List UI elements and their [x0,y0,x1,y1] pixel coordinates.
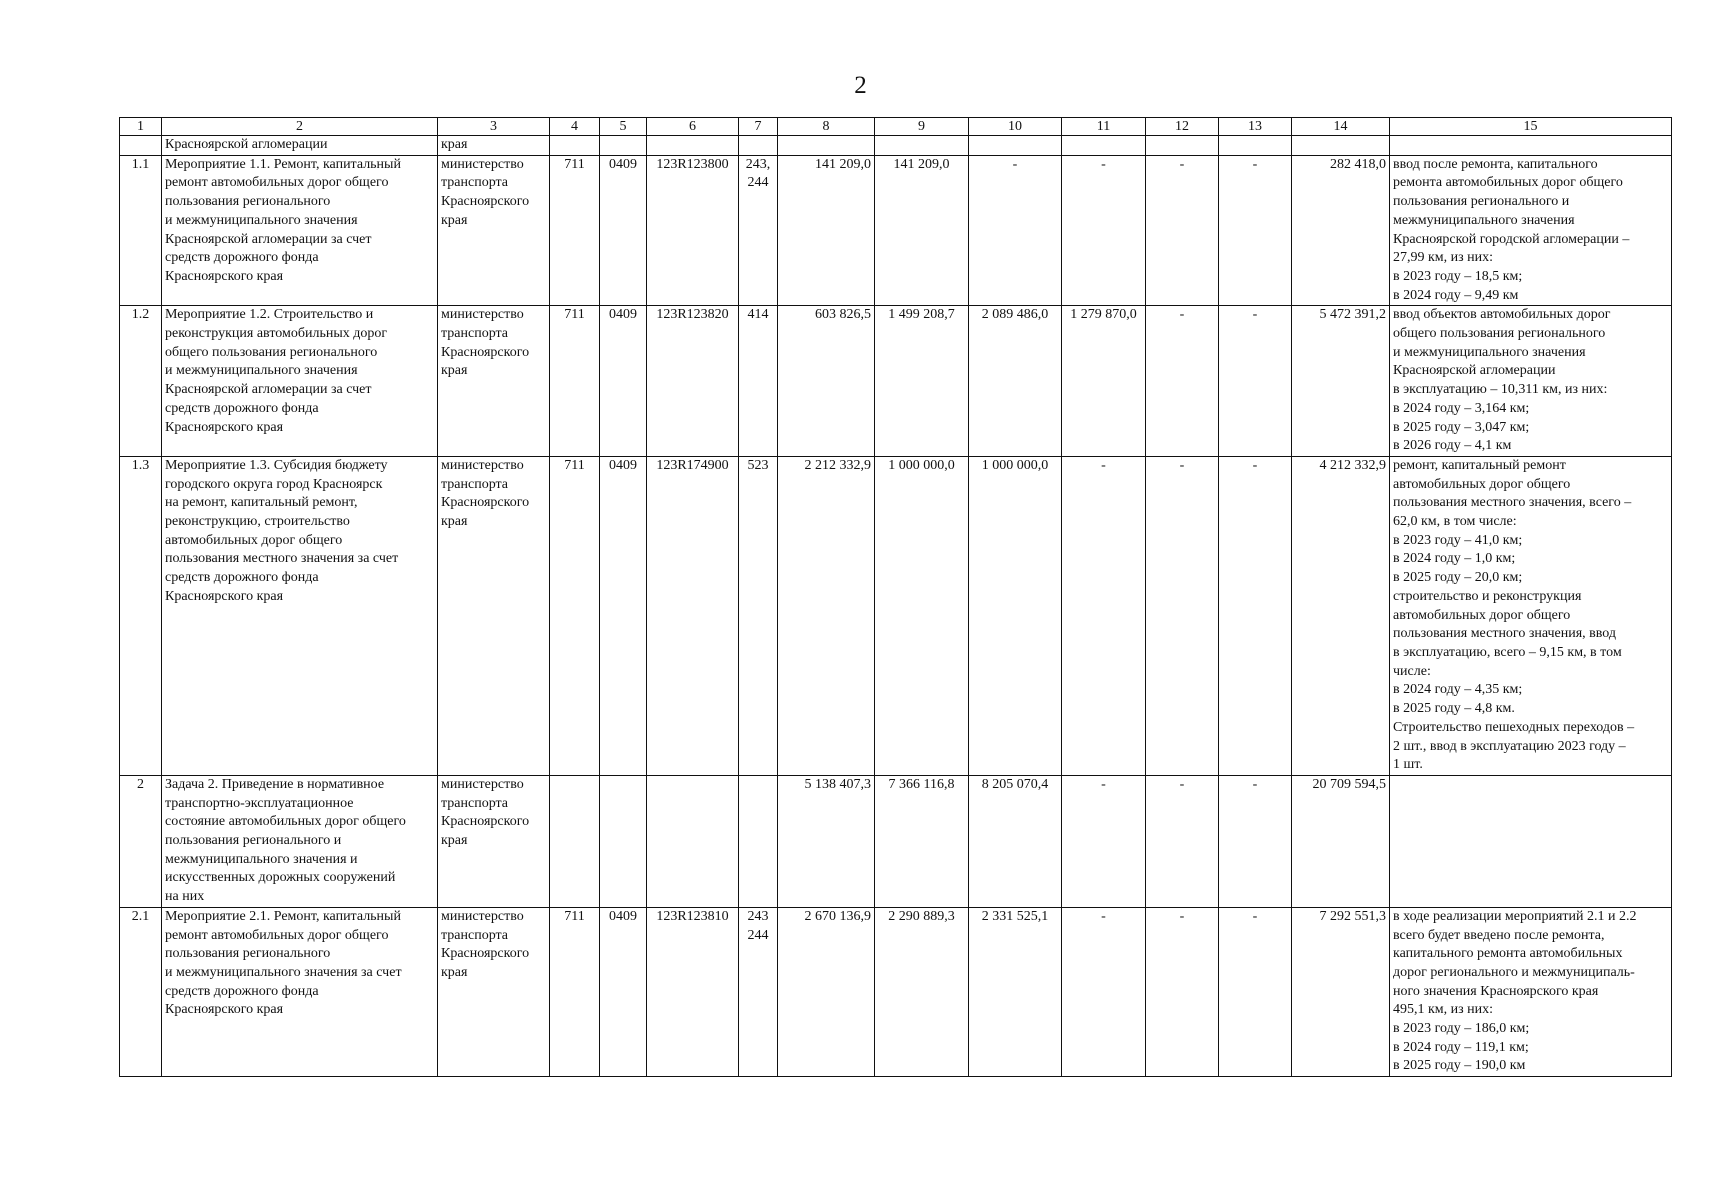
target-article-code [647,136,739,156]
grbs-code: 711 [550,306,600,457]
funding-col-13: - [1219,456,1292,775]
item-number: 1.1 [120,155,162,306]
grbs-code [550,136,600,156]
item-number: 2.1 [120,907,162,1076]
responsible-agency: министерство транспорта Красноярского края [438,775,550,907]
funding-col-12: - [1146,907,1219,1076]
item-name: Мероприятие 1.1. Ремонт, капитальный ремонт автомобильных дорог общего пользования регионального и межмуниципального значения Красноярской агломерации за счет средств дорожного фонда Красноярского края [162,155,438,306]
funding-2026: 1 279 870,0 [1062,306,1146,457]
funding-2024: 1 499 208,7 [875,306,969,457]
funding-2023 [778,136,875,156]
funding-col-13: - [1219,306,1292,457]
responsible-agency: министерство транспорта Красноярского края [438,155,550,306]
funding-2023: 2 212 332,9 [778,456,875,775]
page-number: 2 [854,72,867,99]
funding-col-12: - [1146,155,1219,306]
table-row [120,136,1672,156]
funding-2026: - [1062,907,1146,1076]
funding-total: 282 418,0 [1292,155,1390,306]
column-number: 15 [1390,118,1672,136]
funding-col-13: - [1219,775,1292,907]
column-number-row [120,118,1672,136]
funding-2023: 5 138 407,3 [778,775,875,907]
target-article-code: 123R123800 [647,155,739,306]
funding-total: 7 292 551,3 [1292,907,1390,1076]
column-number: 1 [120,118,162,136]
column-number: 9 [875,118,969,136]
funding-2025: 2 089 486,0 [969,306,1062,457]
funding-col-12: - [1146,306,1219,457]
funding-2025 [969,136,1062,156]
column-number: 14 [1292,118,1390,136]
column-number: 5 [600,118,647,136]
funding-col-12: - [1146,456,1219,775]
expense-type-code: 523 [739,456,778,775]
expected-result: ремонт, капитальный ремонт автомобильных дорог общего пользования местного значения, всего – 62,0 км, в том числе: в 2023 году – 41,0 км; в 2024 году – 1,0 км; в 2025 году – 20,0 км; строительство и реконструкция автомобильных дорог общего пользования местного значения, ввод в эксплуатацию, всего – 9,15 км, в том числе: в 2024 году – 4,35 км; в 2025 году – 4,8 км. Строительство пешеходных переходов – 2 шт., ввод в эксплуатацию 2023 году – 1 шт. [1390,456,1672,775]
funding-2024: 7 366 116,8 [875,775,969,907]
funding-total: 20 709 594,5 [1292,775,1390,907]
expected-result: в ходе реализации мероприятий 2.1 и 2.2 всего будет введено после ремонта, капитального ремонта автомобильных дорог регионального и межмуниципаль- ного значения Красноярского края 495,1 км, из них: в 2023 году – 186,0 км; в 2024 году – 119,1 км; в 2025 году – 190,0 км [1390,907,1672,1076]
funding-2025: - [969,155,1062,306]
funding-2026 [1062,136,1146,156]
funding-2026: - [1062,155,1146,306]
column-number: 2 [162,118,438,136]
item-number: 1.2 [120,306,162,457]
expense-type-code: 414 [739,306,778,457]
item-name: Задача 2. Приведение в нормативное транспортно-эксплуатационное состояние автомобильных дорог общего пользования регионального и межмуниципального значения и искусственных дорожных сооружений на них [162,775,438,907]
section-code: 0409 [600,306,647,457]
target-article-code: 123R123810 [647,907,739,1076]
funding-col-12 [1146,136,1219,156]
target-article-code: 123R123820 [647,306,739,457]
table-row [120,775,1672,907]
funding-2026: - [1062,775,1146,907]
responsible-agency: министерство транспорта Красноярского края [438,907,550,1076]
item-number: 1.3 [120,456,162,775]
section-code: 0409 [600,907,647,1076]
funding-total [1292,136,1390,156]
item-number: 2 [120,775,162,907]
section-code [600,136,647,156]
grbs-code: 711 [550,155,600,306]
grbs-code [550,775,600,907]
item-name: Красноярской агломерации [162,136,438,156]
table-row [120,155,1672,306]
item-number [120,136,162,156]
target-article-code: 123R174900 [647,456,739,775]
expected-result: ввод после ремонта, капитального ремонта автомобильных дорог общего пользования регионального и межмуниципального значения Красноярской городской агломерации – 27,99 км, из них: в 2023 году – 18,5 км; в 2024 году – 9,49 км [1390,155,1672,306]
column-number: 8 [778,118,875,136]
funding-2025: 1 000 000,0 [969,456,1062,775]
section-code: 0409 [600,155,647,306]
table-row [120,907,1672,1076]
funding-2023: 141 209,0 [778,155,875,306]
item-name: Мероприятие 1.2. Строительство и реконструкция автомобильных дорог общего пользования регионального и межмуниципального значения Красноярской агломерации за счет средств дорожного фонда Красноярского края [162,306,438,457]
section-code [600,775,647,907]
column-number: 3 [438,118,550,136]
funding-total: 5 472 391,2 [1292,306,1390,457]
column-number: 11 [1062,118,1146,136]
table-row [120,306,1672,457]
funding-2024: 1 000 000,0 [875,456,969,775]
funding-2024: 2 290 889,3 [875,907,969,1076]
funding-col-13: - [1219,907,1292,1076]
funding-2023: 603 826,5 [778,306,875,457]
column-number: 10 [969,118,1062,136]
column-number: 13 [1219,118,1292,136]
funding-col-12: - [1146,775,1219,907]
responsible-agency: министерство транспорта Красноярского края [438,306,550,457]
grbs-code: 711 [550,456,600,775]
expense-type-code: 243 244 [739,907,778,1076]
funding-2025: 8 205 070,4 [969,775,1062,907]
target-article-code [647,775,739,907]
responsible-agency: министерство транспорта Красноярского края [438,456,550,775]
column-number: 4 [550,118,600,136]
funding-col-13: - [1219,155,1292,306]
expected-result [1390,775,1672,907]
column-number: 12 [1146,118,1219,136]
program-table [119,117,1672,1077]
item-name: Мероприятие 2.1. Ремонт, капитальный ремонт автомобильных дорог общего пользования регионального и межмуниципального значения за счет средств дорожного фонда Красноярского края [162,907,438,1076]
expense-type-code [739,136,778,156]
column-number: 7 [739,118,778,136]
expected-result [1390,136,1672,156]
responsible-agency: края [438,136,550,156]
expense-type-code: 243, 244 [739,155,778,306]
expense-type-code [739,775,778,907]
table-row [120,456,1672,775]
funding-col-13 [1219,136,1292,156]
grbs-code: 711 [550,907,600,1076]
funding-total: 4 212 332,9 [1292,456,1390,775]
funding-2024: 141 209,0 [875,155,969,306]
funding-2024 [875,136,969,156]
expected-result: ввод объектов автомобильных дорог общего пользования регионального и межмуниципального значения Красноярской агломерации в эксплуатацию – 10,311 км, из них: в 2024 году – 3,164 км; в 2025 году – 3,047 км; в 2026 году – 4,1 км [1390,306,1672,457]
funding-2023: 2 670 136,9 [778,907,875,1076]
column-number: 6 [647,118,739,136]
funding-2025: 2 331 525,1 [969,907,1062,1076]
funding-2026: - [1062,456,1146,775]
section-code: 0409 [600,456,647,775]
item-name: Мероприятие 1.3. Субсидия бюджету городского округа город Красноярск на ремонт, капитальный ремонт, реконструкцию, строительство автомобильных дорог общего пользования местного значения за счет средств дорожного фонда Красноярского края [162,456,438,775]
